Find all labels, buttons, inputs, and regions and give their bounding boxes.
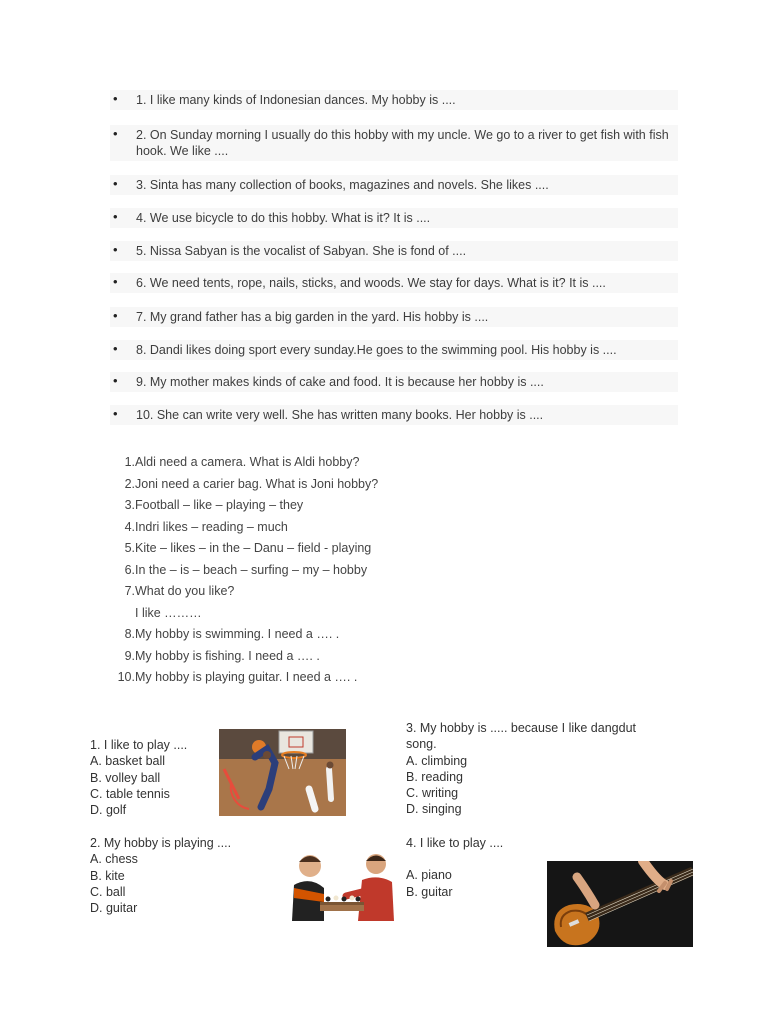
question-text-line-2: song. [406, 737, 437, 752]
bullet-question: • 6. We need tents, rope, nails, sticks, and woods. We stay for days. What is it? It is .... [110, 273, 678, 293]
chess-players-illustration [290, 850, 396, 921]
mc-question-3 [406, 720, 636, 818]
item-text: Football – like – playing – they [135, 498, 304, 512]
bullet-question: • 8. Dandi likes doing sport every sunday.He goes to the swimming pool. His hobby is .... [110, 340, 678, 360]
option-d: D. golf [90, 803, 127, 818]
list-item [110, 538, 530, 560]
question-text: 4. I like to play .... [406, 836, 504, 850]
mc-question-2 [90, 835, 231, 916]
item-text: In the – is – beach – surfing – my – hobby [135, 562, 368, 577]
mc-question-1 [90, 737, 187, 818]
chess-image [290, 850, 396, 921]
mc-question-4 [406, 835, 503, 900]
option-a: A. chess [90, 852, 138, 867]
option-a: A. climbing [406, 753, 468, 768]
list-item [110, 624, 530, 646]
question-text: 1. I like to play .... [90, 738, 188, 752]
guitar-image [547, 861, 693, 947]
guitar-illustration [547, 861, 693, 947]
bullet-question: • 9. My mother makes kinds of cake and food. It is because her hobby is .... [110, 372, 678, 392]
item-number: 8. [124, 627, 135, 641]
item-text: Kite – likes – in the – Danu – field - playing [135, 541, 372, 555]
item-number: 2. [124, 476, 135, 491]
bullet-question: • 1. I like many kinds of Indonesian dances. My hobby is .... [110, 90, 678, 110]
item-text: Indri likes – reading – much [135, 519, 288, 534]
option-a: A. piano [406, 868, 452, 883]
list-item [110, 646, 530, 668]
item-number: 9. [124, 648, 135, 663]
item-number: 7. [124, 584, 135, 598]
option-b: B. kite [90, 868, 125, 883]
option-c: C. writing [406, 786, 459, 801]
option-b: B. guitar [406, 884, 453, 899]
item-text: My hobby is fishing. I need a …. . [135, 648, 320, 663]
list-item [110, 495, 530, 517]
item-number: 4. [124, 519, 135, 534]
item-number: 5. [124, 541, 135, 555]
basketball-image [219, 729, 346, 816]
numbered-questions [110, 452, 530, 689]
list-item [110, 517, 530, 539]
option-d: D. guitar [90, 901, 138, 916]
option-d: D. singing [406, 802, 462, 817]
list-item [110, 603, 530, 625]
list-item [110, 581, 530, 603]
option-b: B. reading [406, 769, 463, 784]
option-c: C. ball [90, 884, 126, 899]
bullet-question: • 7. My grand father has a big garden in the yard. His hobby is .... [110, 307, 678, 327]
item-number [110, 603, 135, 625]
item-text: My hobby is playing guitar. I need a …. . [135, 670, 358, 684]
bullet-question: • 3. Sinta has many collection of books, magazines and novels. She likes .... [110, 175, 678, 195]
item-number: 6. [124, 562, 135, 577]
question-text: 2. My hobby is playing .... [90, 836, 232, 850]
item-text: Joni need a carier bag. What is Joni hobby? [135, 476, 379, 491]
hobby-bullet-questions [110, 90, 678, 425]
option-c: C. table tennis [90, 786, 170, 801]
item-text: What do you like? [135, 584, 235, 598]
item-text: Aldi need a camera. What is Aldi hobby? [135, 455, 360, 469]
item-number: 1. [124, 455, 135, 469]
list-item [110, 474, 530, 496]
bullet-question: • 5. Nissa Sabyan is the vocalist of Sabyan. She is fond of .... [110, 241, 678, 261]
list-item [110, 560, 530, 582]
list-item [110, 452, 530, 474]
item-text: I like ……… [135, 605, 202, 620]
basketball-illustration [219, 729, 346, 816]
list-item [110, 667, 530, 689]
item-number: 10. [117, 670, 135, 684]
question-text-line-1: 3. My hobby is ..... because I like dangdut [406, 721, 636, 735]
item-number: 3. [124, 498, 135, 512]
option-a: A. basket ball [90, 754, 166, 769]
spacer [406, 851, 503, 867]
option-b: B. volley ball [90, 770, 161, 785]
bullet-question: • 4. We use bicycle to do this hobby. What is it? It is .... [110, 208, 678, 228]
bullet-question: • 2. On Sunday morning I usually do this hobby with my uncle. We go to a river to get fish with fish hook. We like .... [110, 125, 678, 161]
bullet-question: • 10. She can write very well. She has written many books. Her hobby is .... [110, 405, 678, 425]
item-text: My hobby is swimming. I need a …. . [135, 627, 340, 641]
